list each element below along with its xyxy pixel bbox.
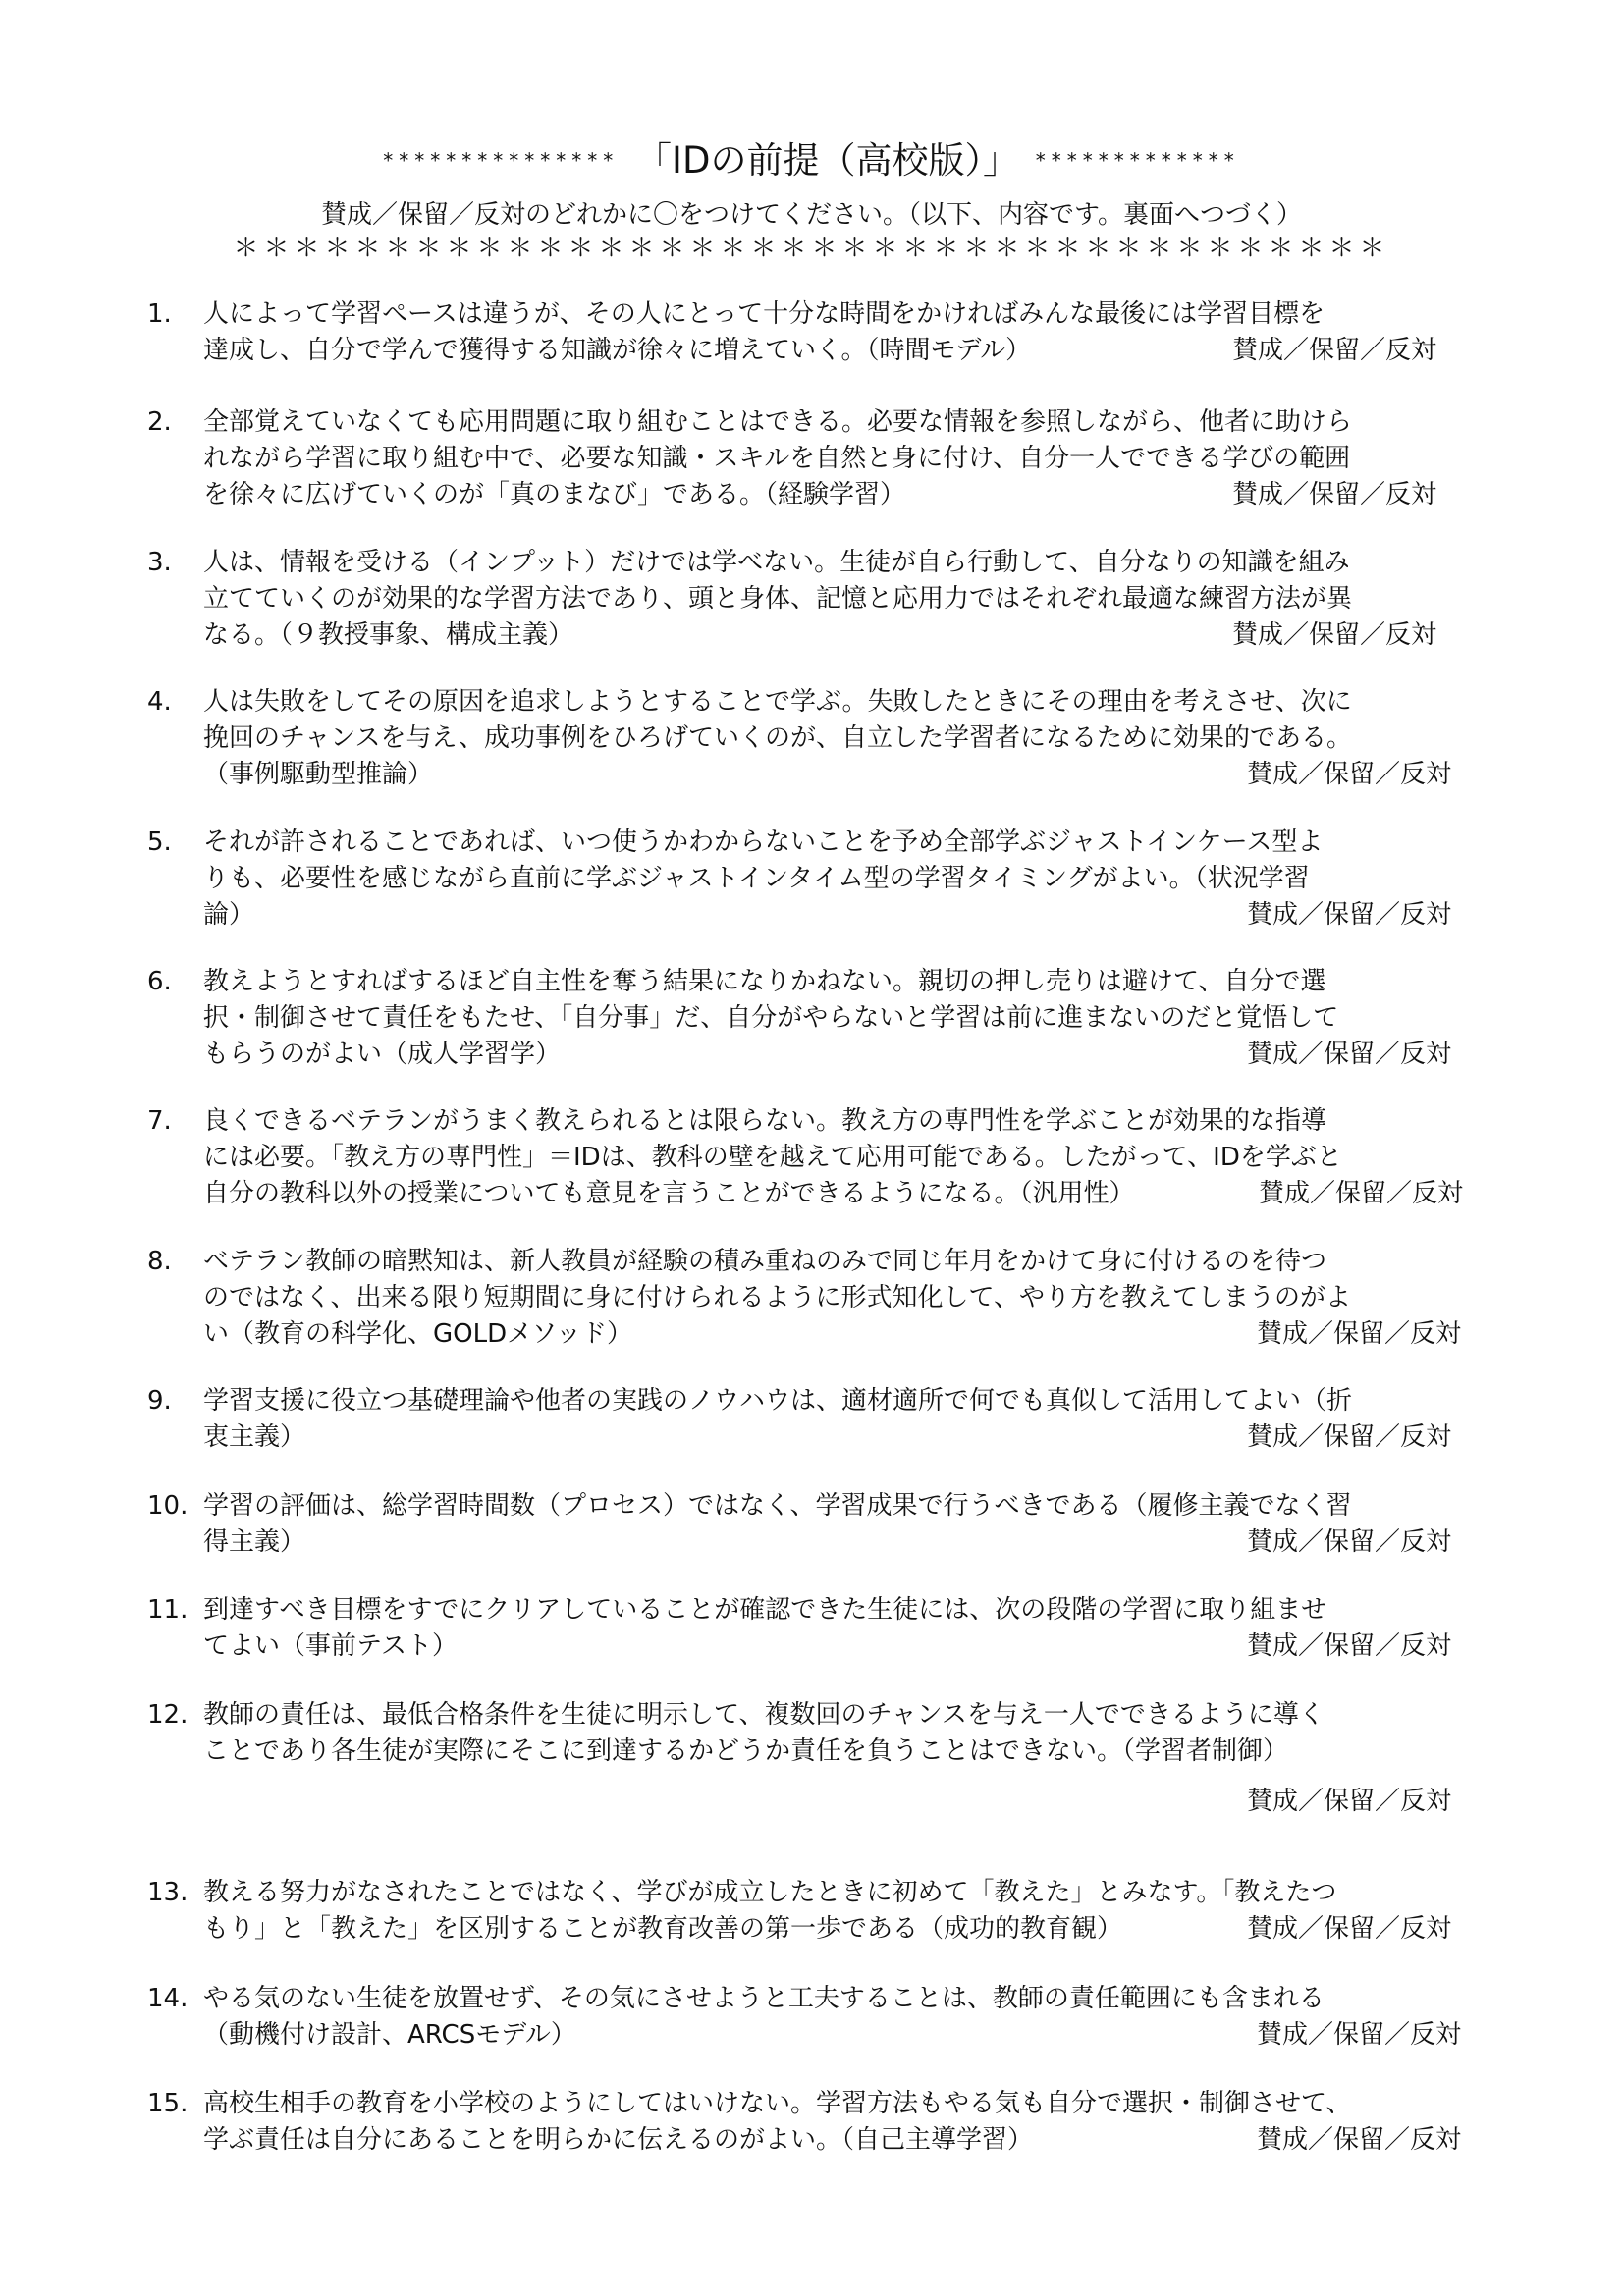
- statement-line: 教師の責任は、最低合格条件を生徒に明示して、複数回のチャンスを与え一人でできるように導く: [203, 1700, 1325, 1730]
- page-title: 「IDの前提（高校版）」: [635, 138, 1019, 182]
- statement-line: 自分の教科以外の授業についても意見を言うことができるようになる。（汎用性）: [203, 1179, 1135, 1208]
- rating-choice[interactable]: 賛成／保留／反対: [1247, 1631, 1452, 1661]
- title-row: [0, 137, 1623, 183]
- statement-line: 論）: [203, 900, 255, 930]
- statement-number: 9.: [147, 1386, 172, 1415]
- statement-line: 学習支援に役立つ基礎理論や他者の実践のノウハウは、適材適所で何でも真似して活用してよい（折: [203, 1386, 1353, 1415]
- statement-line: には必要。「教え方の専門性」＝IDは、教科の壁を越えて応用可能である。したがって、IDを学ぶと: [203, 1143, 1342, 1172]
- statement-number: 15.: [147, 2089, 189, 2118]
- rating-choice[interactable]: 賛成／保留／反対: [1257, 2125, 1462, 2155]
- rating-choice[interactable]: 賛成／保留／反対: [1259, 1179, 1464, 1208]
- statement-line: もり」と「教えた」を区別することが教育改善の第一歩である（成功的教育観）: [203, 1914, 1123, 1944]
- statement-line: それが許されることであれば、いつ使うかわからないことを予め全部学ぶジャストインケース型よ: [203, 828, 1324, 857]
- rating-choice[interactable]: 賛成／保留／反対: [1232, 620, 1437, 650]
- statement-line: れながら学習に取り組む中で、必要な知識・スキルを自然と身に付け、自分一人でできる学びの範囲: [203, 444, 1351, 473]
- statement-number: 10.: [147, 1491, 189, 1521]
- rating-choice[interactable]: 賛成／保留／反対: [1247, 1422, 1452, 1452]
- statement-line: 教えようとすればするほど自主性を奪う結果になりかねない。親切の押し売りは避けて、自分で選: [203, 967, 1326, 996]
- statement-line: 人は、情報を受ける（インプット）だけでは学べない。生徒が自ら行動して、自分なりの知識を組み: [203, 548, 1350, 577]
- statement-line: りも、必要性を感じながら直前に学ぶジャストインタイム型の学習タイミングがよい。（状況学習: [203, 864, 1310, 893]
- statement-line: 学ぶ責任は自分にあることを明らかに伝えるのがよい。（自己主導学習）: [203, 2125, 1034, 2155]
- statement-line: ベテラン教師の暗黙知は、新人教員が経験の積み重ねのみで同じ年月をかけて身に付けるのを待つ: [203, 1247, 1327, 1276]
- statement-number: 1.: [147, 299, 172, 329]
- statement-line: 得主義）: [203, 1527, 306, 1557]
- statement-line: 衷主義）: [203, 1422, 306, 1452]
- statement-line: もらうのがよい（成人学習学）: [203, 1040, 562, 1069]
- statement-number: 8.: [147, 1247, 172, 1276]
- rating-choice[interactable]: 賛成／保留／反対: [1247, 1040, 1452, 1069]
- statement-number: 7.: [147, 1106, 172, 1136]
- statement-line: なる。（９教授事象、構成主義）: [203, 620, 574, 650]
- rating-choice[interactable]: 賛成／保留／反対: [1232, 336, 1437, 365]
- statement-line: 人によって学習ペースは違うが、その人にとって十分な時間をかければみんな最後には学習目標を: [203, 299, 1325, 329]
- statement-number: 5.: [147, 828, 172, 857]
- rating-choice[interactable]: 賛成／保留／反対: [1257, 1319, 1462, 1349]
- statement-line: 人は失敗をしてその原因を追求しようとすることで学ぶ。失敗したときにその理由を考えさせ、次に: [203, 687, 1352, 717]
- instruction-text: 賛成／保留／反対のどれかに〇をつけてください。（以下、内容です。裏面へつづく）: [321, 200, 1302, 230]
- statement-number: 11.: [147, 1595, 189, 1625]
- statement-line: （動機付け設計、ARCSモデル）: [203, 2020, 576, 2050]
- statement-line: 到達すべき目標をすでにクリアしていることが確認できた生徒には、次の段階の学習に取り組ませ: [203, 1595, 1327, 1625]
- statement-line: のではなく、出来る限り短期間に身に付けられるように形式知化して、やり方を教えてしまうのがよ: [203, 1283, 1351, 1312]
- statement-line: （事例駆動型推論）: [203, 760, 434, 789]
- statement-number: 13.: [147, 1878, 189, 1907]
- statement-line: 達成し、自分で学んで獲得する知識が徐々に増えていく。（時間モデル）: [203, 336, 1032, 365]
- statement-number: 14.: [147, 1984, 189, 2013]
- stars-divider: ＊＊＊＊＊＊＊＊＊＊＊＊＊＊＊＊＊＊＊＊＊＊＊＊＊＊＊＊＊＊＊＊＊＊＊＊＊＊: [233, 234, 1390, 263]
- statement-number: 3.: [147, 548, 172, 577]
- rating-choice[interactable]: 賛成／保留／反対: [1257, 2020, 1462, 2050]
- statement-number: 6.: [147, 967, 172, 996]
- statement-line: 挽回のチャンスを与え、成功事例をひろげていくのが、自立した学習者になるために効果的である。: [203, 723, 1353, 753]
- statement-line: を徐々に広げていくのが「真のまなび」である。（経験学習）: [203, 480, 906, 509]
- statement-line: 教える努力がなされたことではなく、学びが成立したときに初めて「教えた」とみなす。「教えたつ: [203, 1878, 1337, 1907]
- rating-choice[interactable]: 賛成／保留／反対: [1247, 1787, 1452, 1816]
- statement-line: 高校生相手の教育を小学校のようにしてはいけない。学習方法もやる気も自分で選択・制御させて、: [203, 2089, 1352, 2118]
- statement-line: やる気のない生徒を放置せず、その気にさせようと工夫することは、教師の責任範囲にも含まれる: [203, 1984, 1325, 2013]
- statement-line: い（教育の科学化、GOLDメソッド）: [203, 1319, 633, 1349]
- statement-line: ことであり各生徒が実際にそこに到達するかどうか責任を負うことはできない。（学習者制御）: [203, 1736, 1289, 1766]
- statement-line: 良くできるベテランがうまく教えられるとは限らない。教え方の専門性を学ぶことが効果的な指導: [203, 1106, 1327, 1136]
- statement-number: 2.: [147, 407, 172, 437]
- rating-choice[interactable]: 賛成／保留／反対: [1247, 760, 1452, 789]
- statement-number: 12.: [147, 1700, 189, 1730]
- rating-choice[interactable]: 賛成／保留／反対: [1232, 480, 1437, 509]
- rating-choice[interactable]: 賛成／保留／反対: [1247, 900, 1452, 930]
- statement-line: 択・制御させて責任をもたせ、「自分事」だ、自分がやらないと学習は前に進まないのだと覚悟して: [203, 1003, 1339, 1033]
- statement-line: てよい（事前テスト）: [203, 1631, 458, 1661]
- rating-choice[interactable]: 賛成／保留／反対: [1247, 1527, 1452, 1557]
- statement-line: 全部覚えていなくても応用問題に取り組むことはできる。必要な情報を参照しながら、他者に助けら: [203, 407, 1353, 437]
- rating-choice[interactable]: 賛成／保留／反対: [1247, 1914, 1452, 1944]
- title-stars-right: *************: [1035, 148, 1240, 173]
- statement-number: 4.: [147, 687, 172, 717]
- statement-line: 立てていくのが効果的な学習方法であり、頭と身体、記憶と応用力ではそれぞれ最適な練習方法が異: [203, 584, 1353, 614]
- title-stars-left: ***************: [383, 148, 620, 173]
- statement-line: 学習の評価は、総学習時間数（プロセス）ではなく、学習成果で行うべきである（履修主義でなく習: [203, 1491, 1352, 1521]
